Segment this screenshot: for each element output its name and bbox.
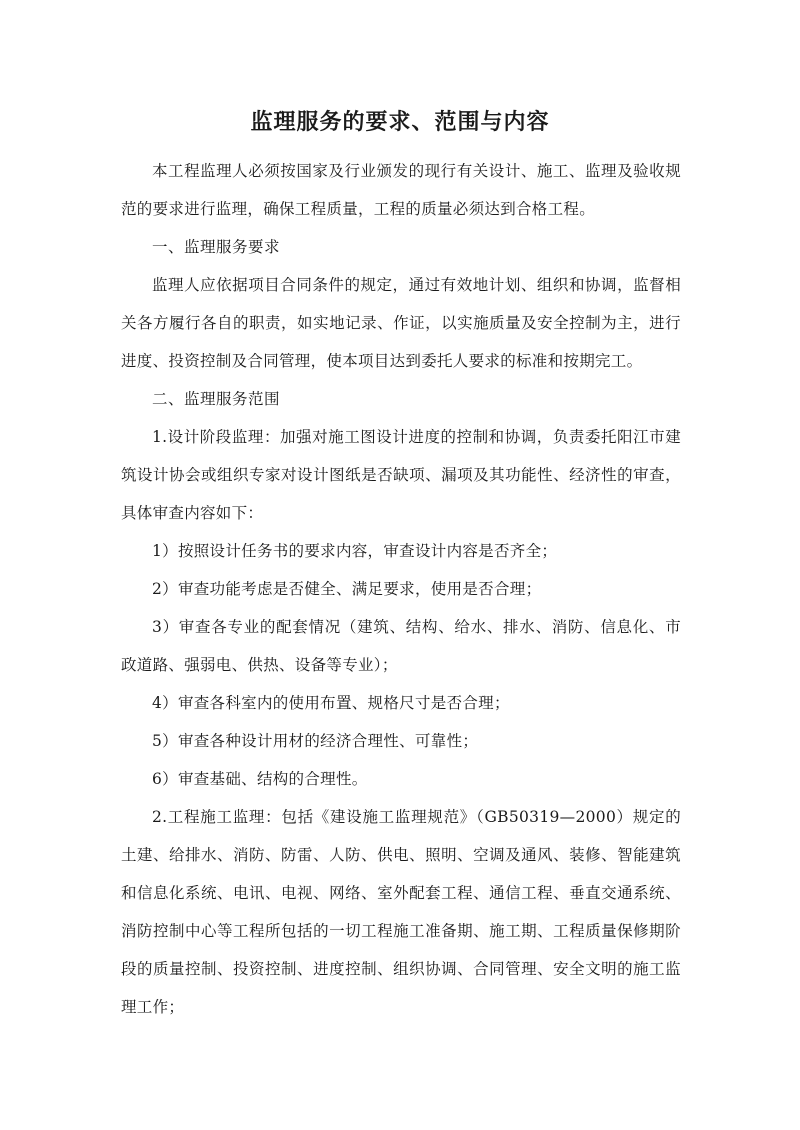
design-stage-paragraph: 1.设计阶段监理：加强对施工图设计进度的控制和协调，负责委托阳江市建筑设计协会或组织专家对设计图纸是否缺项、漏项及其功能性、经济性的审查，具体审查内容如下：	[121, 428, 681, 522]
list-item: 3）审查各专业的配套情况（建筑、结构、给水、排水、消防、信息化、市政道路、强弱电、供热、设备等专业）；	[121, 618, 681, 674]
section-heading-scope: 二、监理服务范围	[152, 390, 281, 408]
construction-stage-paragraph: 2.工程施工监理：包括《建设施工监理规范》（GB50319—2000）规定的土建、给排水、消防、防雷、人防、供电、照明、空调及通风、装修、智能建筑和信息化系统、电讯、电视、网络、室外配套工程、通信工程、垂直交通系统、消防控制中心等工程所包括的一切工程施工准备期、施工期、工程质量保修期阶段的质量控制、投资控制、进度控制、组织协调、合同管理、安全文明的施工监理工作；	[121, 808, 681, 1016]
section-heading-requirements: 一、监理服务要求	[152, 238, 281, 256]
document-title: 监理服务的要求、范围与内容	[250, 109, 550, 135]
intro-paragraph: 本工程监理人必须按国家及行业颁发的现行有关设计、施工、监理及验收规范的要求进行监理，确保工程质量，工程的质量必须达到合格工程。	[121, 162, 681, 218]
list-item: 1）按照设计任务书的要求内容，审查设计内容是否齐全；	[152, 542, 558, 560]
document-body	[121, 152, 681, 1026]
list-item: 5）审查各种设计用材的经济合理性、可靠性；	[152, 732, 479, 750]
list-item: 2）审查功能考虑是否健全、满足要求，使用是否合理；	[152, 580, 542, 598]
list-item: 6）审查基础、结构的合理性。	[152, 770, 368, 788]
list-item: 4）审查各科室内的使用布置、规格尺寸是否合理；	[152, 694, 510, 712]
requirements-paragraph: 监理人应依据项目合同条件的规定，通过有效地计划、组织和协调，监督相关各方履行各自的职责，如实地记录、作证，以实施质量及安全控制为主，进行进度、投资控制及合同管理，使本项目达到委托人要求的标准和按期完工。	[121, 276, 681, 370]
